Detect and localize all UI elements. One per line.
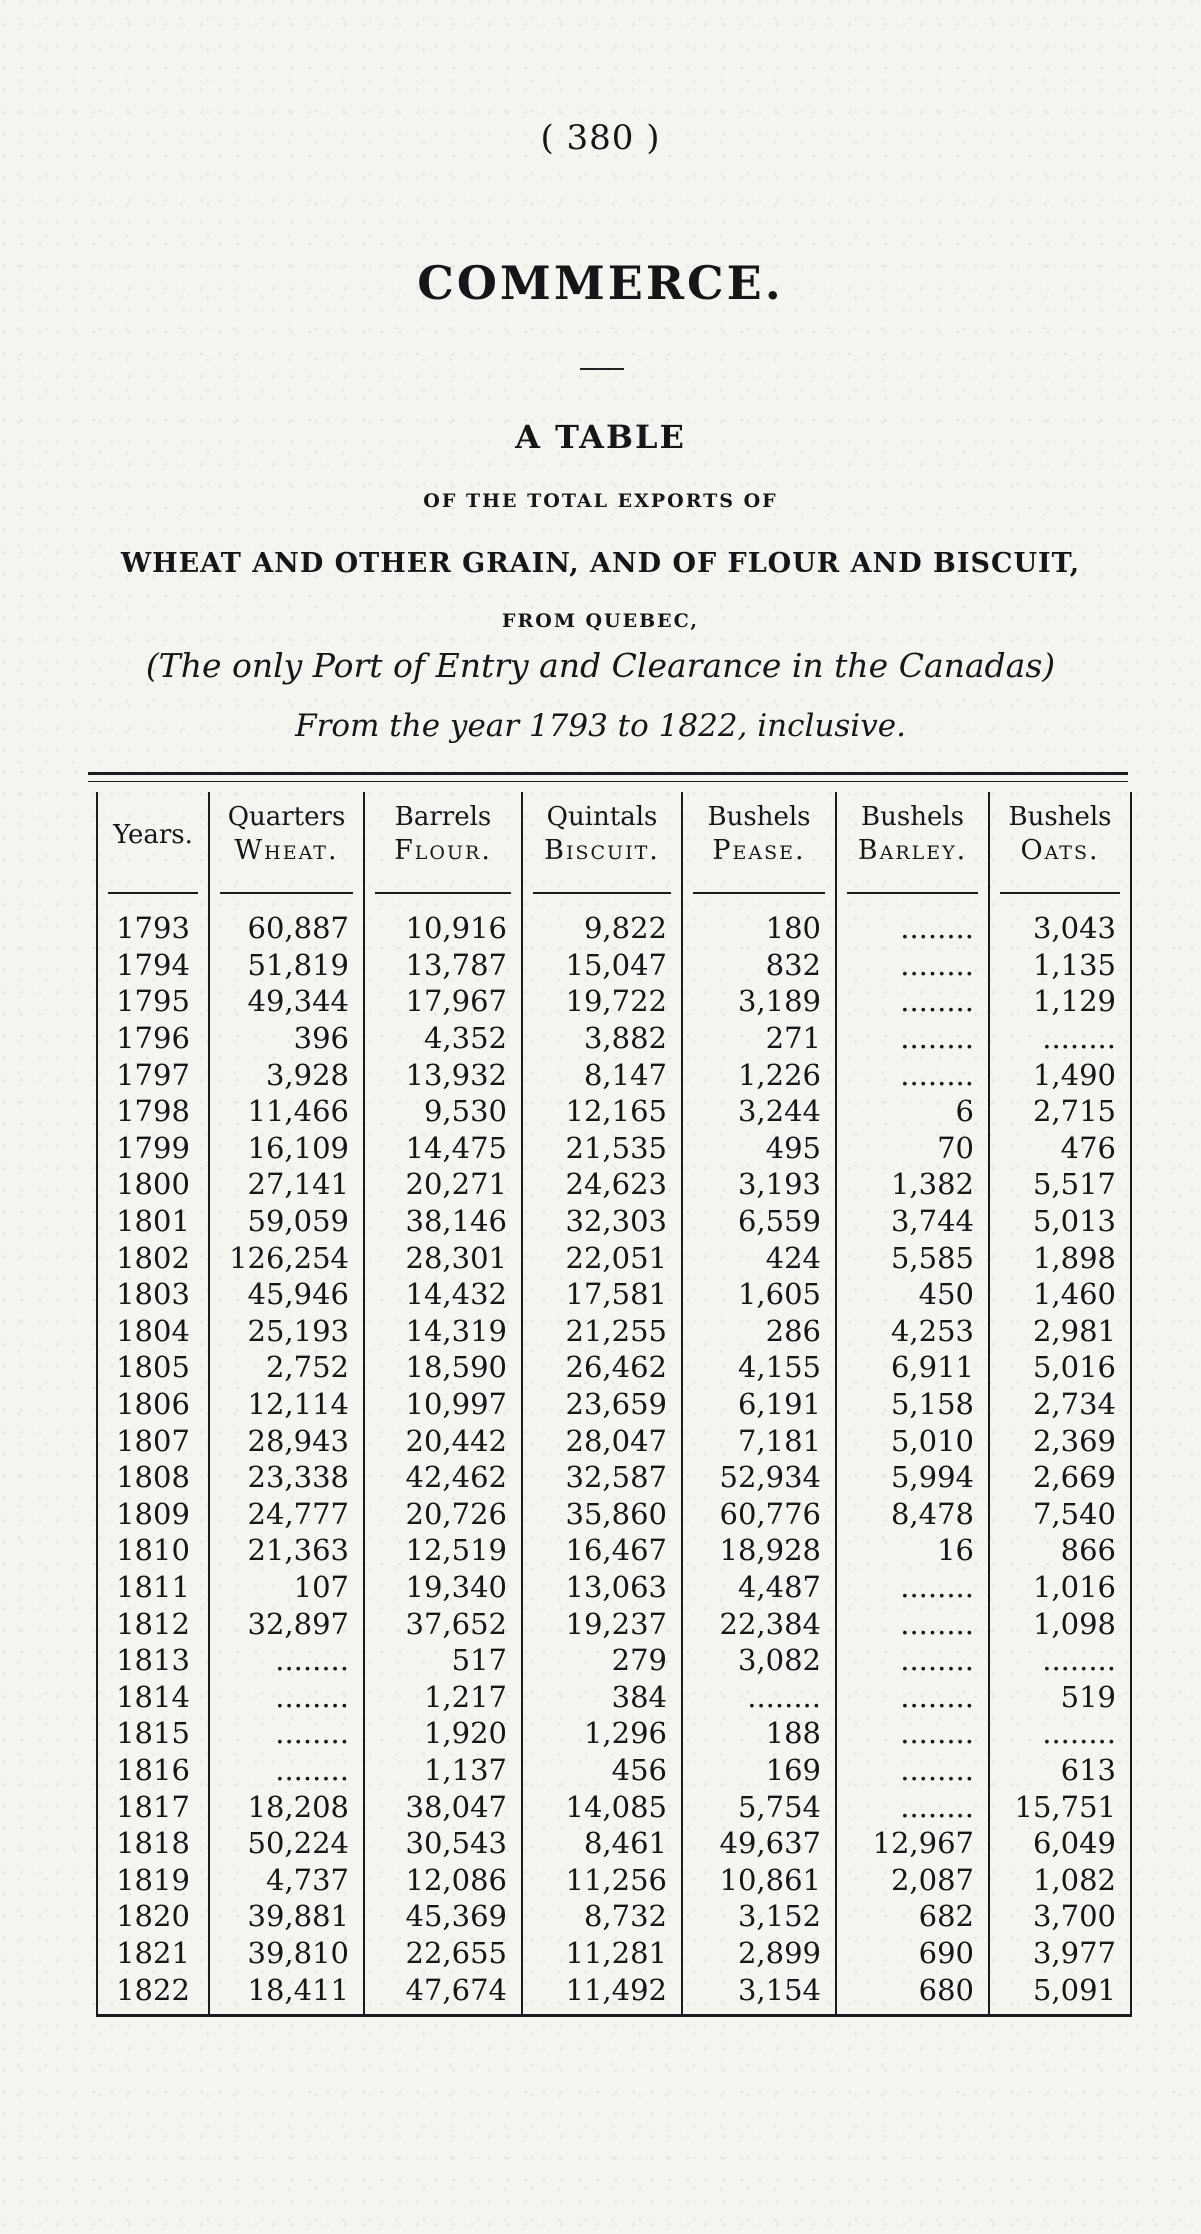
table-row [97, 1093, 1131, 1130]
value-cell: 28,047 [522, 1422, 682, 1459]
header-underline [533, 892, 671, 894]
value-cell: 690 [836, 1935, 989, 1972]
table-subtitle-origin: FROM QUEBEC, [501, 610, 700, 632]
column-unit-label: Quarters [227, 802, 346, 832]
value-cell: 39,810 [209, 1935, 364, 1972]
column-commodity-label: Barley. [857, 835, 968, 866]
value-cell: ........ [836, 1788, 989, 1825]
table-subtitle-exports: OF THE TOTAL EXPORTS OF [423, 490, 778, 512]
header-underline [1000, 892, 1120, 894]
value-cell: 32,897 [209, 1605, 364, 1642]
value-cell: ........ [836, 1678, 989, 1715]
table-row [97, 1056, 1131, 1093]
table-row [97, 1788, 1131, 1825]
column-header-pease [682, 792, 836, 900]
value-cell: 7,181 [682, 1422, 836, 1459]
value-cell: 14,475 [364, 1130, 522, 1167]
year-cell: 1801 [97, 1203, 209, 1240]
value-cell: 21,535 [522, 1130, 682, 1167]
value-cell: 613 [1060, 1752, 1116, 1787]
value-cell: 25,193 [209, 1313, 364, 1350]
year-cell: 1814 [97, 1678, 209, 1715]
column-commodity-label: Wheat. [234, 835, 339, 866]
value-cell: 8,147 [522, 1056, 682, 1093]
value-cell: ........ [209, 1715, 364, 1752]
value-cell: 286 [682, 1313, 836, 1350]
value-cell: 21,255 [522, 1313, 682, 1350]
value-cell: 5,754 [682, 1788, 836, 1825]
value-cell: 5,585 [836, 1239, 989, 1276]
value-cell: 38,146 [364, 1203, 522, 1240]
value-cell: 60,776 [682, 1496, 836, 1533]
column-unit-label: Bushels [861, 802, 964, 832]
year-cell: 1803 [97, 1276, 209, 1313]
table-row [97, 1130, 1131, 1167]
column-header-oats [989, 792, 1131, 900]
header-underline [693, 892, 825, 894]
value-cell: 5,517 [1032, 1167, 1116, 1202]
value-cell: 2,715 [1032, 1094, 1116, 1129]
value-cell: 13,932 [364, 1056, 522, 1093]
value-cell: ........ [1042, 1021, 1116, 1056]
value-cell: ........ [836, 983, 989, 1020]
year-cell: 1796 [97, 1020, 209, 1057]
column-unit-label: Bushels [1008, 802, 1112, 832]
table-subtitle-note: (The only Port of Entry and Clearance in the Canadas) [145, 646, 1056, 685]
header-underline [220, 892, 353, 894]
value-cell: 5,013 [1032, 1204, 1116, 1239]
value-cell: 8,461 [522, 1825, 682, 1862]
table-row [97, 1203, 1131, 1240]
value-cell: 3,152 [682, 1898, 836, 1935]
value-cell: 5,158 [836, 1386, 989, 1423]
value-cell: 6 [836, 1093, 989, 1130]
section-title: COMMERCE. [417, 256, 784, 310]
table-row [97, 1459, 1131, 1496]
table-row [97, 1532, 1131, 1569]
table-row [97, 983, 1131, 1020]
table-row [97, 1935, 1131, 1972]
value-cell: ........ [209, 1752, 364, 1789]
value-cell: 9,530 [364, 1093, 522, 1130]
value-cell: 70 [836, 1130, 989, 1167]
value-cell: 8,732 [522, 1898, 682, 1935]
value-cell: 279 [522, 1642, 682, 1679]
value-cell: 5,010 [836, 1422, 989, 1459]
value-cell: ........ [836, 1056, 989, 1093]
table-row [97, 1605, 1131, 1642]
column-unit-label: Barrels [394, 802, 492, 832]
value-cell: 2,087 [836, 1861, 989, 1898]
value-cell: 1,217 [364, 1678, 522, 1715]
table-body [97, 900, 1131, 2015]
table-row [97, 1678, 1131, 1715]
value-cell: 47,674 [364, 1971, 522, 2015]
value-cell: ........ [209, 1678, 364, 1715]
value-cell: 23,659 [522, 1386, 682, 1423]
year-cell: 1807 [97, 1422, 209, 1459]
table-row [97, 1569, 1131, 1606]
value-cell: 1,898 [1032, 1240, 1116, 1275]
table-row [97, 947, 1131, 984]
value-cell: 3,928 [209, 1056, 364, 1093]
value-cell: ........ [836, 1605, 989, 1642]
value-cell: 169 [682, 1752, 836, 1789]
value-cell: ........ [836, 1569, 989, 1606]
value-cell: 7,540 [1032, 1496, 1116, 1531]
value-cell: 271 [682, 1020, 836, 1057]
value-cell: 519 [1060, 1679, 1116, 1714]
column-header-wheat [209, 792, 364, 900]
year-cell: 1817 [97, 1788, 209, 1825]
value-cell: 3,154 [682, 1971, 836, 2015]
value-cell: 49,637 [682, 1825, 836, 1862]
value-cell: 24,777 [209, 1496, 364, 1533]
value-cell: 13,787 [364, 947, 522, 984]
year-cell: 1797 [97, 1056, 209, 1093]
value-cell: 8,478 [836, 1496, 989, 1533]
value-cell: 4,737 [209, 1861, 364, 1898]
value-cell: 3,244 [682, 1093, 836, 1130]
value-cell: 10,997 [364, 1386, 522, 1423]
value-cell: 2,734 [1032, 1387, 1116, 1422]
value-cell: 3,700 [1032, 1899, 1116, 1934]
value-cell: 866 [1060, 1533, 1116, 1568]
value-cell: 126,254 [209, 1239, 364, 1276]
value-cell: 23,338 [209, 1459, 364, 1496]
value-cell: 37,652 [364, 1605, 522, 1642]
table-row [97, 1166, 1131, 1203]
value-cell: 107 [209, 1569, 364, 1606]
column-header-flour [364, 792, 522, 900]
column-commodity-label: Flour. [394, 835, 492, 866]
table-subtitle-period: From the year 1793 to 1822, inclusive. [295, 708, 906, 744]
value-cell: 4,487 [682, 1569, 836, 1606]
value-cell: 517 [364, 1642, 522, 1679]
value-cell: 4,253 [836, 1313, 989, 1350]
table-row [97, 1642, 1131, 1679]
header-underline [375, 892, 511, 894]
value-cell: 14,432 [364, 1276, 522, 1313]
header-underline [847, 892, 978, 894]
year-cell: 1805 [97, 1349, 209, 1386]
column-header-biscuit [522, 792, 682, 900]
value-cell: 396 [209, 1020, 364, 1057]
value-cell: 32,303 [522, 1203, 682, 1240]
value-cell: 3,082 [682, 1642, 836, 1679]
table-row [97, 1715, 1131, 1752]
value-cell: 21,363 [209, 1532, 364, 1569]
value-cell: 20,271 [364, 1166, 522, 1203]
column-unit-label: Quintals [546, 802, 658, 832]
value-cell: 14,085 [522, 1788, 682, 1825]
value-cell: ........ [836, 900, 989, 947]
year-cell: 1818 [97, 1825, 209, 1862]
value-cell: 18,208 [209, 1788, 364, 1825]
value-cell: 384 [522, 1678, 682, 1715]
value-cell: 1,137 [364, 1752, 522, 1789]
value-cell: 9,822 [522, 900, 682, 947]
value-cell: 6,911 [836, 1349, 989, 1386]
value-cell: 1,135 [1032, 947, 1116, 982]
value-cell: 18,411 [209, 1971, 364, 2015]
table-row [97, 1971, 1131, 2015]
year-cell: 1794 [97, 947, 209, 984]
year-cell: 1820 [97, 1898, 209, 1935]
table-top-rule-thin [88, 781, 1128, 782]
page-number: ( 380 ) [540, 118, 661, 158]
value-cell: 17,581 [522, 1276, 682, 1313]
value-cell: 6,049 [1032, 1826, 1116, 1861]
value-cell: 682 [836, 1898, 989, 1935]
value-cell: 15,751 [1014, 1789, 1116, 1824]
value-cell: 19,237 [522, 1605, 682, 1642]
column-commodity-label: Oats. [1020, 835, 1100, 866]
value-cell: 6,191 [682, 1386, 836, 1423]
value-cell: 22,384 [682, 1605, 836, 1642]
value-cell: ........ [836, 1642, 989, 1679]
value-cell: 1,920 [364, 1715, 522, 1752]
table-row [97, 1313, 1131, 1350]
year-cell: 1800 [97, 1166, 209, 1203]
value-cell: 2,669 [1032, 1460, 1116, 1495]
value-cell: 3,043 [1032, 911, 1116, 946]
value-cell: 26,462 [522, 1349, 682, 1386]
value-cell: 19,340 [364, 1569, 522, 1606]
value-cell: 1,382 [836, 1166, 989, 1203]
value-cell: 1,129 [1032, 984, 1116, 1019]
value-cell: 24,623 [522, 1166, 682, 1203]
value-cell: 22,051 [522, 1239, 682, 1276]
column-header-barley [836, 792, 989, 900]
year-cell: 1819 [97, 1861, 209, 1898]
value-cell: 5,091 [1032, 1972, 1116, 2007]
value-cell: 16,109 [209, 1130, 364, 1167]
value-cell: ........ [1042, 1716, 1116, 1751]
value-cell: 2,752 [209, 1349, 364, 1386]
value-cell: 2,899 [682, 1935, 836, 1972]
table-row [97, 1349, 1131, 1386]
value-cell: 51,819 [209, 947, 364, 984]
value-cell: ........ [836, 1752, 989, 1789]
value-cell: 12,086 [364, 1861, 522, 1898]
value-cell: 680 [836, 1971, 989, 2015]
year-cell: 1813 [97, 1642, 209, 1679]
value-cell: 11,466 [209, 1093, 364, 1130]
value-cell: 180 [682, 900, 836, 947]
value-cell: 10,916 [364, 900, 522, 947]
table-row [97, 1825, 1131, 1862]
value-cell: ........ [682, 1678, 836, 1715]
value-cell: 15,047 [522, 947, 682, 984]
column-commodity-label: Pease. [712, 835, 806, 866]
value-cell: 1,605 [682, 1276, 836, 1313]
value-cell: 188 [682, 1715, 836, 1752]
value-cell: 14,319 [364, 1313, 522, 1350]
value-cell: 16 [836, 1532, 989, 1569]
value-cell: 424 [682, 1239, 836, 1276]
year-cell: 1802 [97, 1239, 209, 1276]
value-cell: 11,256 [522, 1861, 682, 1898]
table-row [97, 1861, 1131, 1898]
year-cell: 1809 [97, 1496, 209, 1533]
value-cell: 28,943 [209, 1422, 364, 1459]
value-cell: 3,744 [836, 1203, 989, 1240]
value-cell: 38,047 [364, 1788, 522, 1825]
value-cell: 42,462 [364, 1459, 522, 1496]
value-cell: 27,141 [209, 1166, 364, 1203]
value-cell: 3,189 [682, 983, 836, 1020]
header-row [97, 792, 1131, 900]
value-cell: 39,881 [209, 1898, 364, 1935]
value-cell: 10,861 [682, 1861, 836, 1898]
value-cell: 3,882 [522, 1020, 682, 1057]
value-cell: 19,722 [522, 983, 682, 1020]
year-cell: 1804 [97, 1313, 209, 1350]
value-cell: 6,559 [682, 1203, 836, 1240]
year-cell: 1821 [97, 1935, 209, 1972]
year-cell: 1816 [97, 1752, 209, 1789]
value-cell: 22,655 [364, 1935, 522, 1972]
value-cell: 30,543 [364, 1825, 522, 1862]
table-row [97, 1239, 1131, 1276]
value-cell: 3,977 [1032, 1935, 1116, 1970]
value-cell: 5,994 [836, 1459, 989, 1496]
value-cell: 45,946 [209, 1276, 364, 1313]
year-cell: 1812 [97, 1605, 209, 1642]
table-top-rule [88, 772, 1128, 775]
value-cell: 12,165 [522, 1093, 682, 1130]
table-row [97, 1276, 1131, 1313]
value-cell: 2,369 [1032, 1423, 1116, 1458]
value-cell: 11,492 [522, 1971, 682, 2015]
year-cell: 1810 [97, 1532, 209, 1569]
table-row [97, 1752, 1131, 1789]
value-cell: 1,226 [682, 1056, 836, 1093]
value-cell: 52,934 [682, 1459, 836, 1496]
value-cell: 60,887 [209, 900, 364, 947]
value-cell: 20,726 [364, 1496, 522, 1533]
value-cell: 1,490 [1032, 1057, 1116, 1092]
value-cell: 12,967 [836, 1825, 989, 1862]
value-cell: 476 [1060, 1130, 1116, 1165]
value-cell: 5,016 [1032, 1350, 1116, 1385]
value-cell: 4,155 [682, 1349, 836, 1386]
value-cell: ........ [209, 1642, 364, 1679]
table-row [97, 1020, 1131, 1057]
value-cell: 11,281 [522, 1935, 682, 1972]
value-cell: 1,098 [1032, 1606, 1116, 1641]
column-header-years [97, 792, 209, 900]
year-cell: 1795 [97, 983, 209, 1020]
value-cell: 49,344 [209, 983, 364, 1020]
column-unit-label: Bushels [707, 802, 811, 832]
value-cell: 13,063 [522, 1569, 682, 1606]
value-cell: 1,082 [1032, 1862, 1116, 1897]
column-unit-label: Years. [113, 820, 193, 850]
value-cell: ........ [1042, 1643, 1116, 1678]
year-cell: 1815 [97, 1715, 209, 1752]
value-cell: 495 [682, 1130, 836, 1167]
year-cell: 1798 [97, 1093, 209, 1130]
value-cell: 832 [682, 947, 836, 984]
value-cell: 18,590 [364, 1349, 522, 1386]
year-cell: 1793 [97, 900, 209, 947]
value-cell: ........ [836, 947, 989, 984]
year-cell: 1799 [97, 1130, 209, 1167]
header-underline [108, 892, 198, 894]
table-header [97, 792, 1131, 900]
value-cell: 16,467 [522, 1532, 682, 1569]
exports-table [96, 792, 1132, 2017]
value-cell: 17,967 [364, 983, 522, 1020]
value-cell: 1,460 [1032, 1277, 1116, 1312]
value-cell: 59,059 [209, 1203, 364, 1240]
table-subtitle-commodities: WHEAT AND OTHER GRAIN, AND OF FLOUR AND BISCUIT, [120, 548, 1081, 579]
table-row [97, 1422, 1131, 1459]
column-commodity-label: Biscuit. [544, 835, 660, 866]
value-cell: 45,369 [364, 1898, 522, 1935]
value-cell: 12,114 [209, 1386, 364, 1423]
year-cell: 1822 [97, 1971, 209, 2015]
table-title: A TABLE [515, 418, 686, 456]
value-cell: 18,928 [682, 1532, 836, 1569]
year-cell: 1808 [97, 1459, 209, 1496]
value-cell: 20,442 [364, 1422, 522, 1459]
value-cell: 456 [522, 1752, 682, 1789]
value-cell: 32,587 [522, 1459, 682, 1496]
table-row [97, 900, 1131, 947]
table-row [97, 1898, 1131, 1935]
value-cell: 50,224 [209, 1825, 364, 1862]
value-cell: 1,296 [522, 1715, 682, 1752]
value-cell: ........ [836, 1715, 989, 1752]
value-cell: 1,016 [1032, 1569, 1116, 1604]
value-cell: 4,352 [364, 1020, 522, 1057]
table-row [97, 1496, 1131, 1533]
year-cell: 1806 [97, 1386, 209, 1423]
title-divider [580, 368, 624, 370]
value-cell: 3,193 [682, 1166, 836, 1203]
value-cell: 2,981 [1032, 1313, 1116, 1348]
table-row [97, 1386, 1131, 1423]
value-cell: 35,860 [522, 1496, 682, 1533]
value-cell: 28,301 [364, 1239, 522, 1276]
value-cell: 450 [836, 1276, 989, 1313]
value-cell: ........ [836, 1020, 989, 1057]
year-cell: 1811 [97, 1569, 209, 1606]
value-cell: 12,519 [364, 1532, 522, 1569]
